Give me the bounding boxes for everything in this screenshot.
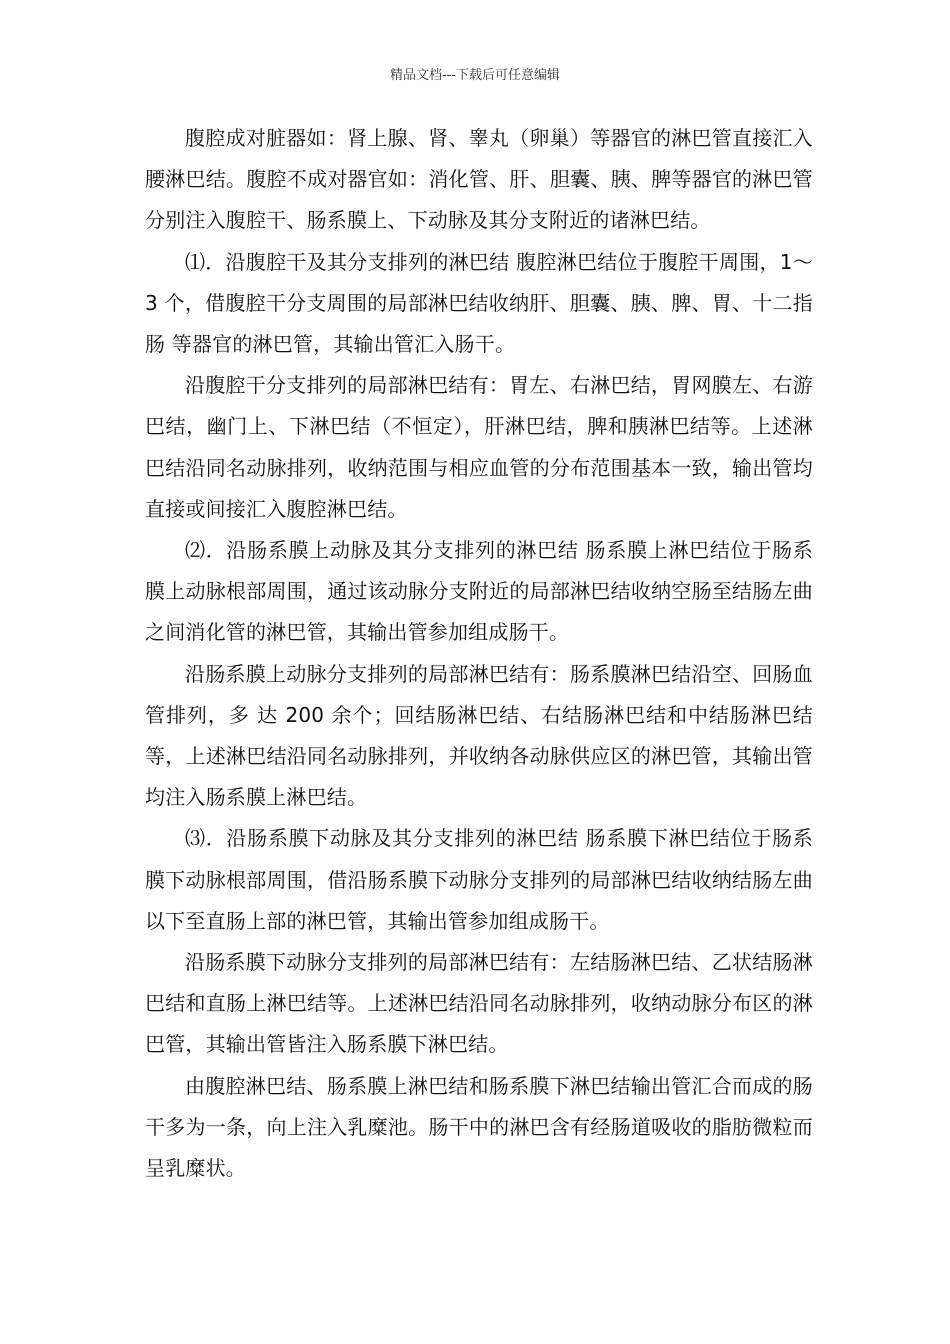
paragraph-superior-mesenteric-nodes: ⑵．沿肠系膜上动脉及其分支排列的淋巴结 肠系膜上淋巴结位于肠系膜上动脉根部周围，通过该动脉分支附近的局部淋巴结收纳空肠至结肠左曲之间消化管的淋巴管，其输出管参加组成肠干。 [145, 538, 813, 645]
paragraph-intestinal-trunk: 由腹腔淋巴结、肠系膜上淋巴结和肠系膜下淋巴结输出管汇合而成的肠干多为一条，向上注入乳糜池。肠干中的淋巴含有经肠道吸收的脂肪微粒而呈乳糜状。 [145, 1073, 813, 1181]
paragraph-celiac-branch-nodes: 沿腹腔干分支排列的局部淋巴结有：胃左、右淋巴结，胃网膜左、右游巴结，幽门上、下淋巴结（不恒定），肝淋巴结，脾和胰淋巴结等。上述淋巴结沿同名动脉排列，收纳范围与相应血管的分布范围基本一致，输出管均直接或间接汇入腹腔淋巴结。 [145, 373, 813, 521]
paragraph-celiac-trunk-nodes: ⑴．沿腹腔干及其分支排列的淋巴结 腹腔淋巴结位于腹腔干周围，1～3 个，借腹腔干分支周围的局部淋巴结收纳肝、胆囊、胰、脾、胃、十二指肠 等器官的淋巴管，其输出管汇入肠干。 [145, 249, 813, 357]
paragraph-inferior-mesenteric-nodes: ⑶．沿肠系膜下动脉及其分支排列的淋巴结 肠系膜下淋巴结位于肠系膜下动脉根部周围，借沿肠系膜下动脉分支排列的局部淋巴结收纳结肠左曲以下至直肠上部的淋巴管，其输出管参加组成肠干。 [145, 826, 813, 933]
paragraph-superior-mesenteric-branch-nodes: 沿肠系膜上动脉分支排列的局部淋巴结有：肠系膜淋巴结沿空、回肠血管排列，多 达 200 余个；回结肠淋巴结、右结肠淋巴结和中结肠淋巴结等，上述淋巴结沿同名动脉排列，并收纳各动脉供应区的淋巴管，其输出管均注入肠系膜上淋巴结。 [145, 661, 813, 810]
paragraph-paired-organs: 腹腔成对脏器如：肾上腺、肾、睾丸（卵巢）等器官的淋巴管直接汇入腰淋巴结。腹腔不成对器官如：消化管、肝、胆囊、胰、脾等器官的淋巴管分别注入腹腔干、肠系膜上、下动脉及其分支附近的诸淋巴结。 [145, 126, 813, 233]
document-body [145, 118, 813, 1189]
page-header: 精品文档---下载后可任意编辑 [389, 68, 561, 83]
paragraph-inferior-mesenteric-branch-nodes: 沿肠系膜下动脉分支排列的局部淋巴结有：左结肠淋巴结、乙状结肠淋巴结和直肠上淋巴结等。上述淋巴结沿同名动脉排列，收纳动脉分布区的淋巴管，其输出管皆注入肠系膜下淋巴结。 [145, 950, 813, 1057]
